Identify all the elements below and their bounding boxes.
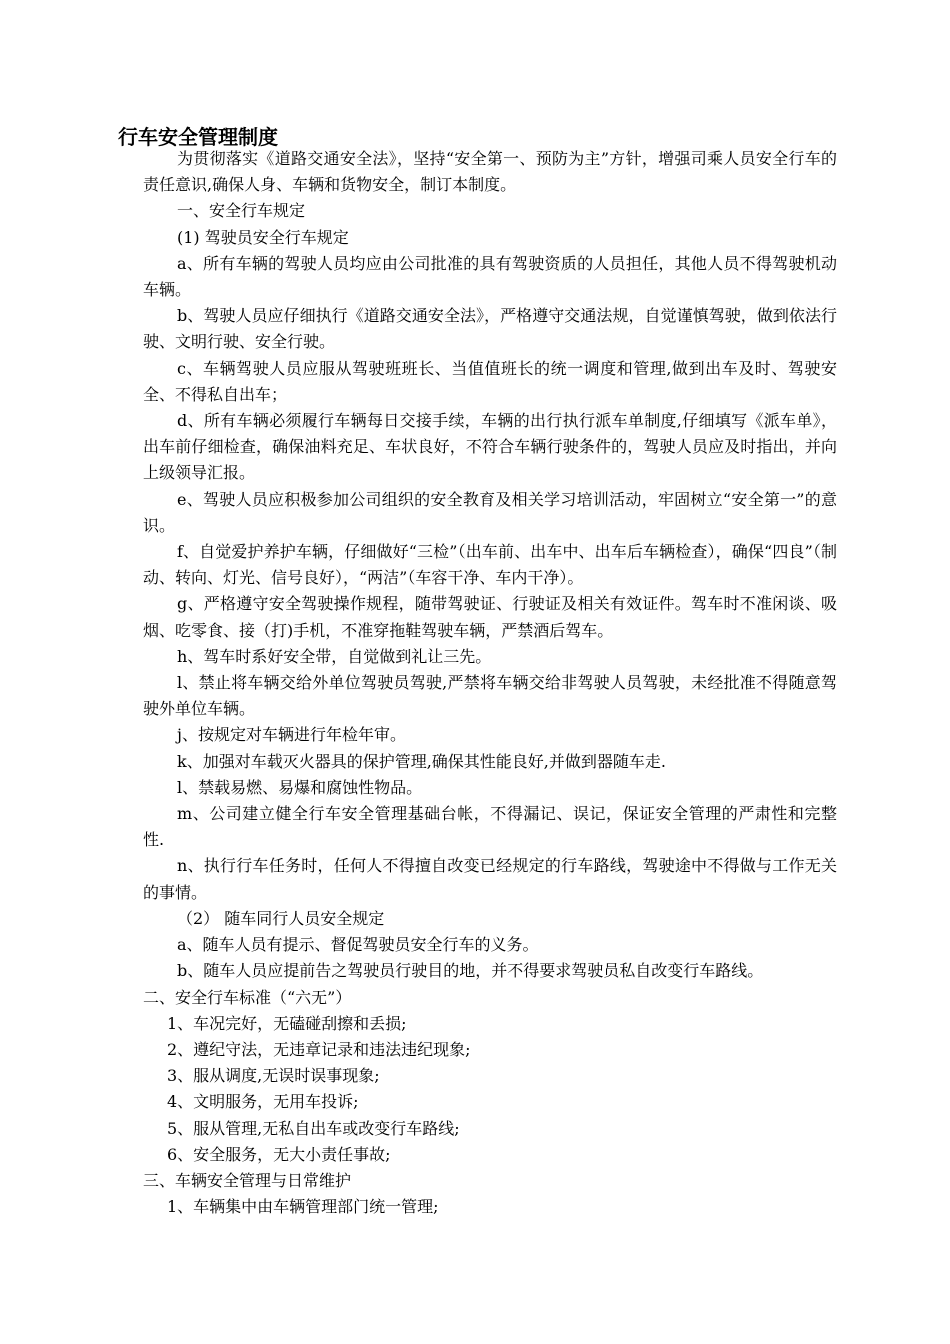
section-3-heading: 三、车辆安全管理与日常维护 [143, 1170, 352, 1190]
rule-m: m、公司建立健全行车安全管理基础台帐，不得漏记、误记，保证安全管理的严肃性和完整性. [143, 804, 837, 850]
section-1-sub-2-heading: （2） 随车同行人员安全规定 [177, 908, 385, 928]
standard-item-4: 4、文明服务，无用车投诉; [167, 1092, 359, 1112]
rule-c: c、车辆驾驶人员应服从驾驶班班长、当值值班长的统一调度和管理,做到出车及时、驾驶安全、不得私自出车； [143, 358, 837, 404]
standard-item-1: 1、车况完好，无磕碰刮擦和丢损; [167, 1013, 407, 1033]
rule-f: f、自觉爱护养护车辆，仔细做好“三检”（出车前、出车中、出车后车辆检查），确保“四良”（制动、转向、灯光、信号良好），“两洁”（车容干净、车内干净）。 [143, 542, 837, 588]
rule-i: l、禁止将车辆交给外单位驾驶员驾驶,严禁将车辆交给非驾驶人员驾驶，未经批准不得随意驾驶外单位车辆。 [143, 673, 837, 719]
intro-paragraph: 为贯彻落实《道路交通安全法》，坚持“安全第一、预防为主”方针，增强司乘人员安全行车的责任意识,确保人身、车辆和货物安全，制订本制度。 [143, 149, 837, 195]
document-body [143, 146, 837, 1220]
section-1-sub-1-heading: (1) 驾驶员安全行车规定 [177, 227, 349, 247]
companion-rule-a: a、随车人员有提示、督促驾驶员安全行车的义务。 [177, 935, 539, 955]
rule-b: b、驾驶人员应仔细执行《道路交通安全法》，严格遵守交通法规，自觉谨慎驾驶，做到依法行驶、文明行驶、安全行驶。 [143, 306, 837, 352]
rule-n: n、执行行车任务时，任何人不得擅自改变已经规定的行车路线，驾驶途中不得做与工作无关的事情。 [143, 856, 837, 902]
standard-item-3: 3、服从调度,无误时误事现象; [167, 1066, 380, 1086]
rule-a: a、所有车辆的驾驶人员均应由公司批准的具有驾驶资质的人员担任，其他人员不得驾驶机动车辆。 [143, 253, 837, 300]
rule-h: h、驾车时系好安全带，自觉做到礼让三先。 [177, 646, 492, 666]
rule-k: k、加强对车载灭火器具的保护管理,确保其性能良好,并做到器随车走. [177, 751, 666, 771]
standard-item-5: 5、服从管理,无私自出车或改变行车路线; [167, 1118, 460, 1138]
standard-item-2: 2、遵纪守法，无违章记录和违法违纪现象; [167, 1039, 471, 1059]
companion-rule-b: b、随车人员应提前告之驾驶员行驶目的地，并不得要求驾驶员私自改变行车路线。 [177, 961, 764, 981]
section-1-heading: 一、安全行车规定 [177, 201, 306, 221]
rule-l: l、禁载易燃、易爆和腐蚀性物品。 [177, 777, 423, 797]
section-2-heading: 二、安全行车标准（“六无”） [143, 987, 352, 1007]
rule-g: g、严格遵守安全驾驶操作规程，随带驾驶证、行驶证及相关有效证件。驾车时不准闲谈、吸烟、吃零食、接（打)手机，不准穿拖鞋驾驶车辆，严禁酒后驾车。 [143, 594, 837, 640]
rule-d: d、所有车辆必须履行车辆每日交接手续，车辆的出行执行派车单制度,仔细填写《派车单》，出车前仔细检查，确保油料充足、车状良好，不符合车辆行驶条件的，驾驶人员应及时指出，并向上级领导汇报。 [143, 411, 837, 483]
rule-j: j、按规定对车辆进行年检年审。 [177, 725, 406, 745]
document-title: 行车安全管理制度 [118, 125, 278, 149]
standard-item-6: 6、安全服务，无大小责任事故; [167, 1144, 391, 1164]
maintenance-item-1: 1、车辆集中由车辆管理部门统一管理; [167, 1197, 439, 1217]
rule-e: e、驾驶人员应积极参加公司组织的安全教育及相关学习培训活动，牢固树立“安全第一”的意识。 [143, 489, 837, 535]
